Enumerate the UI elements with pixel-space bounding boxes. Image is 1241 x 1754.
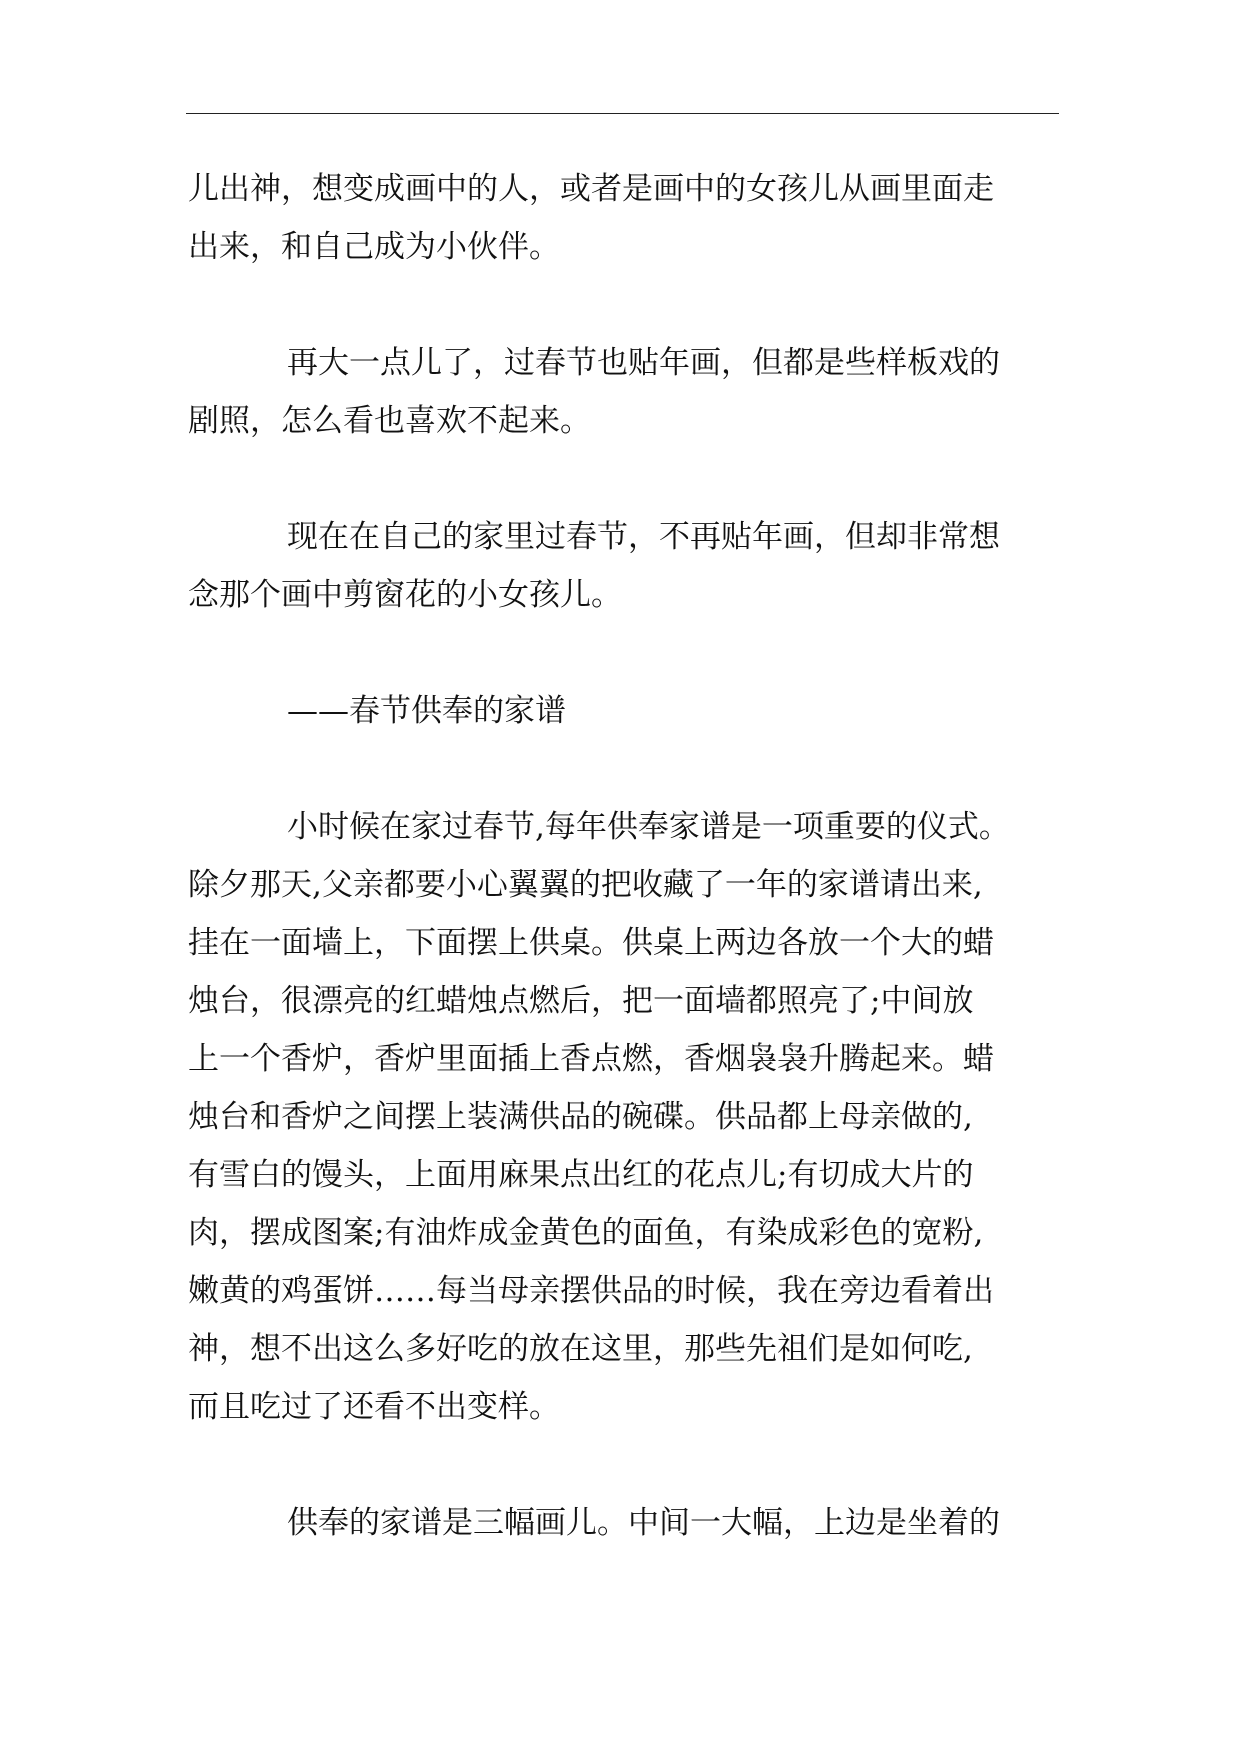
text-line: 再大一点儿了，过春节也贴年画，但都是些样板戏的 [287, 345, 1000, 381]
text-line: 剧照，怎么看也喜欢不起来。 [188, 403, 591, 439]
text-line: 现在在自己的家里过春节，不再贴年画，但却非常想 [287, 519, 1000, 555]
paragraph-5 [188, 798, 1058, 1436]
text-line: 除夕那天,父亲都要小心翼翼的把收藏了一年的家谱请出来, [188, 867, 983, 903]
text-line: 而且吃过了还看不出变样。 [188, 1389, 560, 1425]
text-line: 上一个香炉，香炉里面插上香点燃，香烟袅袅升腾起来。蜡 [188, 1041, 994, 1077]
paragraph-6 [188, 1494, 1058, 1552]
text-line: 有雪白的馒头，上面用麻果点出红的花点儿;有切成大片的 [188, 1157, 974, 1193]
text-line: 儿出神，想变成画中的人，或者是画中的女孩儿从画里面走 [188, 171, 994, 207]
text-line: 烛台，很漂亮的红蜡烛点燃后，把一面墙都照亮了;中间放 [188, 983, 974, 1019]
text-line: 小时候在家过春节,每年供奉家谱是一项重要的仪式。 [287, 809, 1010, 845]
text-line: 烛台和香炉之间摆上装满供品的碗碟。供品都上母亲做的, [188, 1099, 973, 1135]
paragraph-1 [188, 160, 1058, 276]
section-heading [188, 682, 1058, 740]
text-line: 出来，和自己成为小伙伴。 [188, 229, 560, 265]
paragraph-3 [188, 508, 1058, 624]
header-rule [186, 113, 1059, 114]
text-line: 挂在一面墙上，下面摆上供桌。供桌上两边各放一个大的蜡 [188, 925, 994, 961]
paragraph-gap [188, 624, 1058, 682]
paragraph-gap [188, 1436, 1058, 1494]
section-heading-text: ——春节供奉的家谱 [287, 693, 566, 729]
text-line: 念那个画中剪窗花的小女孩儿。 [188, 577, 622, 613]
document-body [188, 160, 1058, 1552]
text-line: 嫩黄的鸡蛋饼……每当母亲摆供品的时候，我在旁边看着出 [188, 1273, 994, 1309]
text-line: 神，想不出这么多好吃的放在这里，那些先祖们是如何吃, [188, 1331, 973, 1367]
paragraph-gap [188, 740, 1058, 798]
paragraph-2 [188, 334, 1058, 450]
paragraph-gap [188, 276, 1058, 334]
text-line: 供奉的家谱是三幅画儿。中间一大幅，上边是坐着的 [287, 1505, 1000, 1541]
paragraph-gap [188, 450, 1058, 508]
text-line: 肉，摆成图案;有油炸成金黄色的面鱼，有染成彩色的宽粉, [188, 1215, 984, 1251]
